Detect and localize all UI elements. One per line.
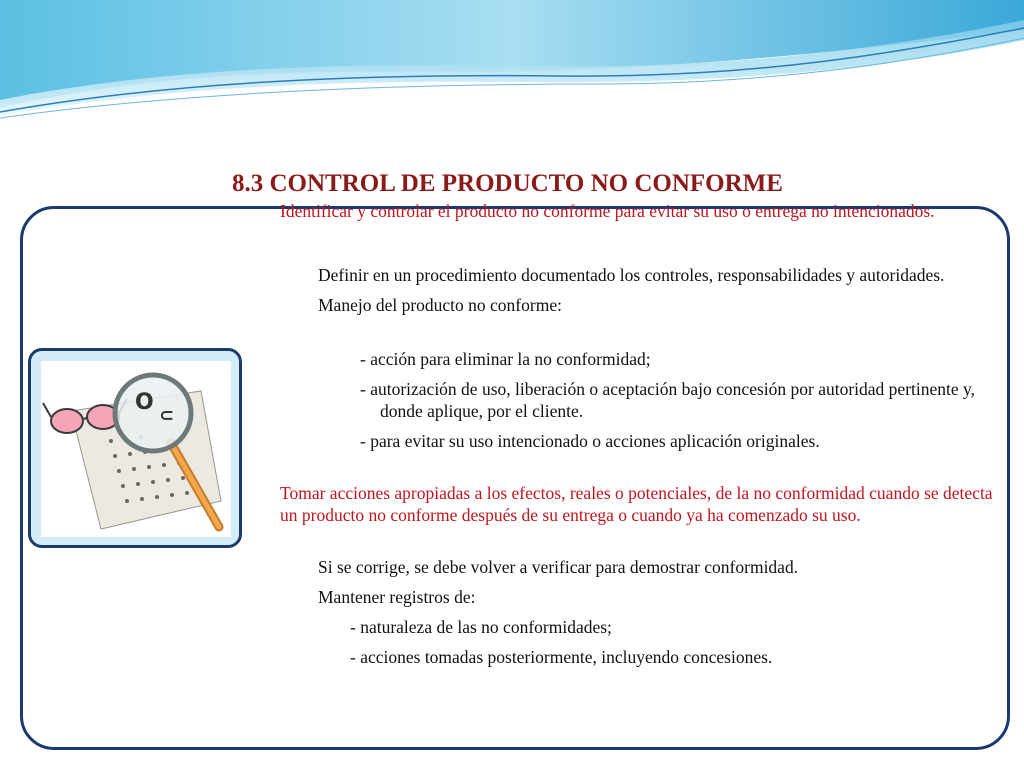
spacer	[280, 452, 1010, 482]
spacer	[280, 222, 1010, 264]
spacer	[280, 526, 1010, 556]
illustration-box	[28, 348, 242, 548]
header-wave-decoration	[0, 0, 1024, 140]
bullet-eliminate: - acción para eliminar la no conformidad;	[360, 349, 651, 369]
bullet-authorization: - autorización de uso, liberación o aceptación bajo concesión por autoridad pertinente y, donde aplique, por el cliente.	[360, 379, 976, 421]
spacer	[280, 316, 1010, 348]
paragraph-identify: Identificar y controlar el producto no conforme para evitar su uso o entrega no intencionados.	[280, 201, 935, 221]
slide-title: 8.3 CONTROL DE PRODUCTO NO CONFORME	[232, 170, 783, 197]
paragraph-define-procedure: Definir en un procedimiento documentado los controles, responsabilidades y autoridades.	[318, 265, 945, 285]
svg-text:⊂: ⊂	[159, 405, 175, 426]
paragraph-reverify: Si se corrige, se debe volver a verificar para demostrar conformidad.	[318, 557, 799, 577]
paragraph-records: Mantener registros de:	[318, 587, 476, 607]
bullet-nature: - naturaleza de las no conformidades;	[350, 617, 612, 637]
paragraph-handling: Manejo del producto no conforme:	[318, 295, 562, 315]
slide-body	[280, 200, 1010, 668]
magnifying-glass-eye-chart-icon	[31, 351, 239, 545]
paragraph-take-actions: Tomar acciones apropiadas a los efectos, reales o potenciales, de la no conformidad cuando se detecta un producto no conforme después de su entrega o cuando ya ha comenzado su uso.	[280, 483, 993, 525]
bullet-actions-taken: - acciones tomadas posteriormente, incluyendo concesiones.	[350, 647, 773, 667]
svg-text:O: O	[135, 390, 154, 415]
bullet-prevent-use: - para evitar su uso intencionado o acciones aplicación originales.	[360, 431, 820, 451]
